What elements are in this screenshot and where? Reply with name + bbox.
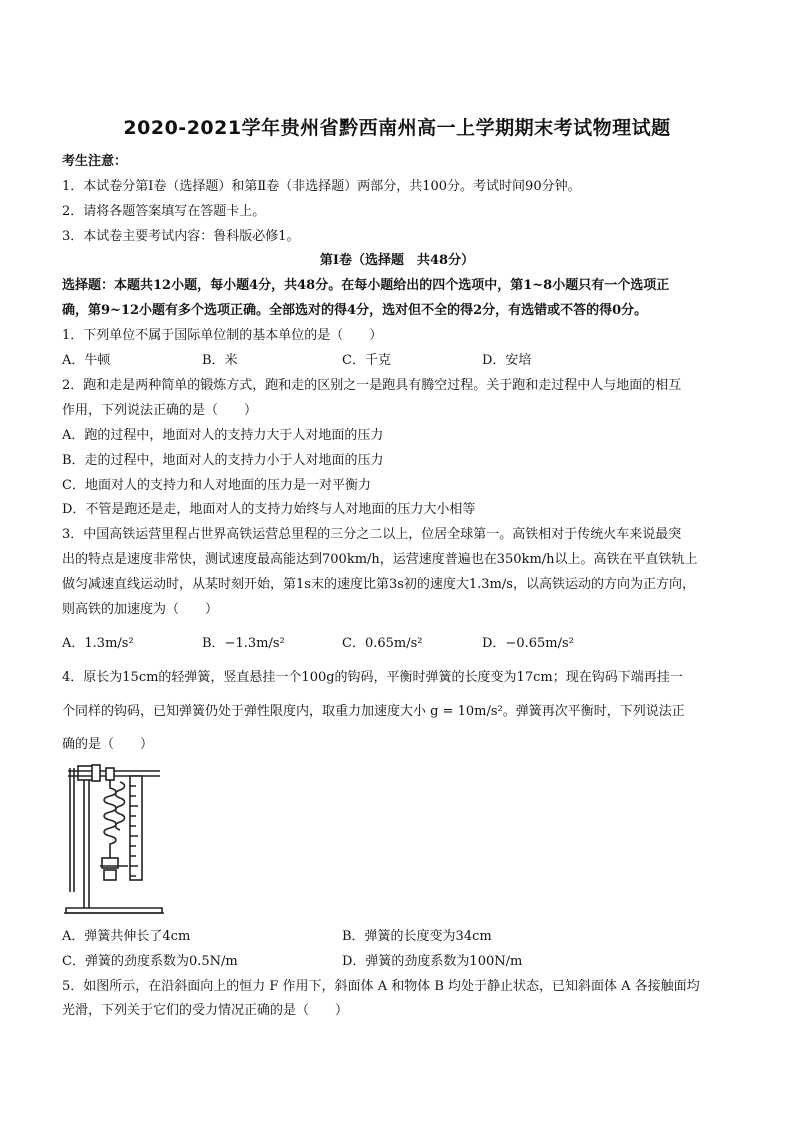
- page-title: 2020-2021学年贵州省黔西南州高一上学期期末考试物理试题: [123, 117, 671, 139]
- notice-heading: 考生注意：: [62, 154, 128, 169]
- notice-item: 2．请将各题答案填写在答题卡上。: [62, 204, 266, 219]
- question-4-option-d: D．弹簧的劲度系数为100N/m: [342, 954, 523, 969]
- question-5-stem: 5．如图所示，在沿斜面向上的恒力 F 作用下，斜面体 A 和物体 B 均处于静止状态，已知斜面体 A 各接触面均: [62, 979, 700, 994]
- question-3-option-b: B．−1.3m/s²: [202, 636, 285, 651]
- instructions-line: 确，第9~12小题有多个选项正确。全部选对的得4分，选对但不全的得2分，有选错或不答的得0分。: [62, 303, 648, 318]
- question-4-option-a: A．弹簧共伸长了4cm: [62, 929, 191, 944]
- question-1-option-c: C．千克: [342, 353, 391, 368]
- question-2-option-a: A．跑的过程中，地面对人的支持力大于人对地面的压力: [62, 428, 384, 443]
- question-3-option-a: A．1.3m/s²: [62, 636, 134, 651]
- question-3-option-c: C．0.65m/s²: [342, 636, 423, 651]
- question-3-stem: 出的特点是速度非常快，测试速度最高能达到700km/h，运营速度普遍也在350km/h以上。高铁在平直铁轨上: [62, 552, 698, 567]
- question-4-option-b: B．弹簧的长度变为34cm: [342, 929, 492, 944]
- question-1-option-b: B．米: [202, 353, 238, 368]
- question-2-stem: 2．跑和走是两种简单的锻炼方式，跑和走的区别之一是跑具有腾空过程。关于跑和走过程中人与地面的相互: [62, 378, 682, 393]
- question-4-stem: 确的是（ ）: [62, 737, 154, 752]
- question-3-option-d: D．−0.65m/s²: [482, 636, 574, 651]
- question-3-stem: 做匀减速直线运动时，从某时刻开始，第1s末的速度比第3s初的速度大1.3m/s，以高铁运动的方向为正方向，: [62, 577, 695, 592]
- question-1-option-a: A．牛顿: [62, 353, 111, 368]
- question-2-stem: 作用，下列说法正确的是（ ）: [62, 403, 258, 418]
- question-1-stem: 1．下列单位不属于国际单位制的基本单位的是（ ）: [62, 328, 383, 343]
- question-2-option-d: D．不管是跑还是走，地面对人的支持力始终与人对地面的压力大小相等: [62, 502, 476, 517]
- section-title: 第Ⅰ卷（选择题 共48分）: [319, 253, 475, 268]
- question-3-stem: 则高铁的加速度为（ ）: [62, 602, 219, 617]
- question-4-option-c: C．弹簧的劲度系数为0.5N/m: [62, 954, 238, 969]
- notice-item: 1．本试卷分第Ⅰ卷（选择题）和第Ⅱ卷（非选择题）两部分，共100分。考试时间90分钟。: [62, 179, 581, 194]
- spring-apparatus-figure: [62, 762, 166, 918]
- question-1-option-d: D．安培: [482, 353, 532, 368]
- question-2-option-b: B．走的过程中，地面对人的支持力小于人对地面的压力: [62, 453, 384, 468]
- question-4-stem: 4．原长为15cm的轻弹簧，竖直悬挂一个100g的钩码，平衡时弹簧的长度变为17cm；现在钩码下端再挂一: [62, 670, 683, 685]
- question-2-option-c: C．地面对人的支持力和人对地面的压力是一对平衡力: [62, 478, 371, 493]
- question-4-stem: 个同样的钩码，已知弹簧仍处于弹性限度内，取重力加速度大小 g = 10m/s²。弹簧再次平衡时，下列说法正: [62, 704, 685, 719]
- question-5-stem: 光滑，下列关于它们的受力情况正确的是（ ）: [62, 1003, 349, 1018]
- notice-item: 3．本试卷主要考试内容：鲁科版必修1。: [62, 229, 300, 244]
- question-3-stem: 3．中国高铁运营里程占世界高铁运营总里程的三分之二以上，位居全球第一。高铁相对于传统火车来说最突: [62, 527, 682, 542]
- instructions-line: 选择题：本题共12小题，每小题4分，共48分。在每小题给出的四个选项中，第1~8小题只有一个选项正: [62, 278, 670, 293]
